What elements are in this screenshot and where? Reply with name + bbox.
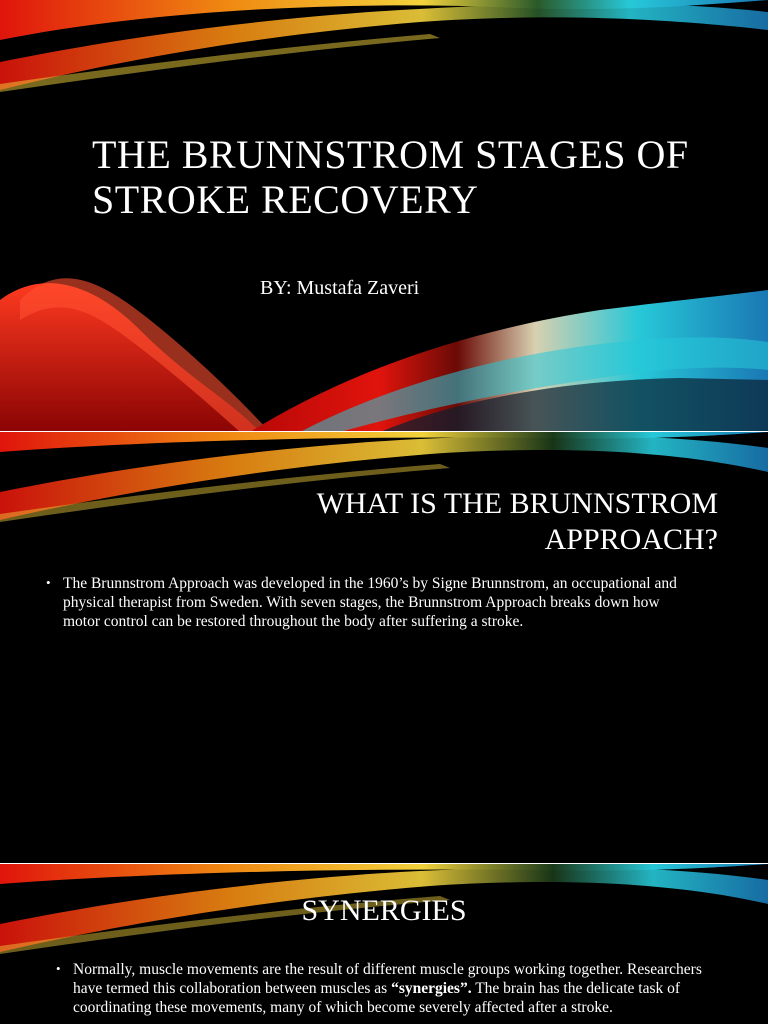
list-item — [56, 960, 706, 1017]
slide-title: SYNERGIES — [301, 894, 467, 927]
slide-subtitle: BY: Mustafa Zaveri — [260, 277, 420, 299]
bullet-text-part: The brain has the delicate task of coordinating these movements, many of which become severely affected after a stroke. — [73, 980, 681, 1016]
bullet-text-bold: “synergies”. — [391, 980, 472, 997]
list-item — [46, 574, 686, 631]
bullet-icon: • — [56, 961, 61, 976]
bullet-text: The Brunnstrom Approach was developed in the 1960’s by Signe Brunnstrom, an occupational and physical therapist from Sweden. With seven stages, the Brunnstrom Approach breaks down how motor control can be restored throughout the body after suffering a stroke. — [63, 575, 677, 630]
slide-title: WHAT IS THE BRUNNSTROM APPROACH? — [316, 487, 718, 556]
bullet-list — [56, 960, 706, 1017]
bullet-list — [46, 574, 686, 631]
bullet-text — [73, 961, 702, 1016]
title-slide — [0, 0, 768, 432]
bullet-text-part: Normally, muscle movements are the result of different muscle groups working together. Researchers have termed this collaboration between muscles as — [73, 961, 702, 997]
content-slide — [0, 432, 768, 864]
slide-title: THE BRUNNSTROM STAGES OF STROKE RECOVERY — [92, 132, 689, 222]
content-slide — [0, 864, 768, 1024]
bullet-icon: • — [46, 575, 51, 590]
